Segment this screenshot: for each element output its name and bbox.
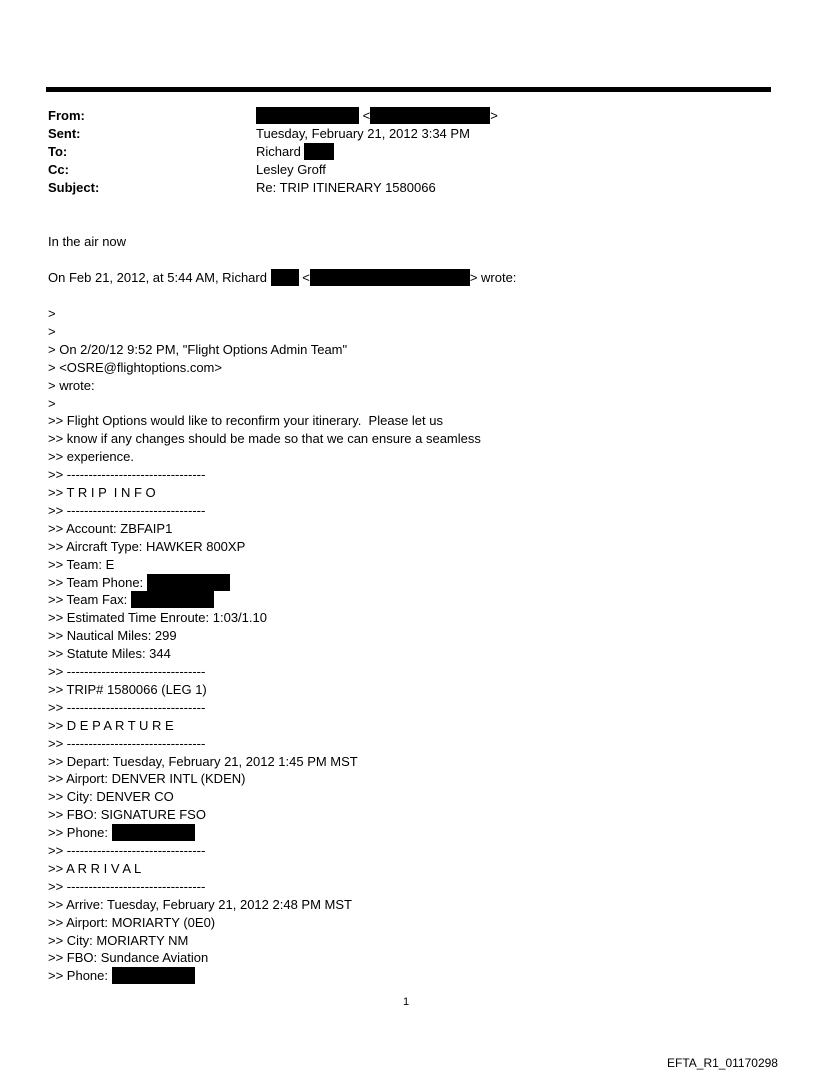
angle-close: > <box>490 108 498 123</box>
redaction-box <box>271 269 299 286</box>
cc-value: Lesley Groff <box>256 162 326 177</box>
subject-label: Subject: <box>48 180 100 195</box>
quoted-line <box>48 842 205 860</box>
quoted-line-text: >> FBO: Sundance Aviation <box>48 950 209 966</box>
on-suffix: > wrote: <box>469 270 517 285</box>
quoted-line-text: >> Depart: Tuesday, February 21, 2012 1:45 PM MST <box>48 753 358 769</box>
redaction-box <box>112 824 195 841</box>
quoted-line-text: >> -------------------------------- <box>48 699 206 715</box>
quoted-line-text: >> Account: ZBFAIP1 <box>48 520 173 536</box>
quoted-line <box>48 699 205 717</box>
quoted-line-text: >> City: DENVER CO <box>48 789 174 805</box>
quoted-line-text: >> Estimated Time Enroute: 1:03/1.10 <box>48 610 267 626</box>
quoted-line <box>48 967 195 985</box>
quoted-line <box>48 538 245 556</box>
quoted-line-text: >> TRIP# 1580066 (LEG 1) <box>48 681 207 697</box>
quoted-line <box>48 860 141 878</box>
quoted-line <box>48 896 352 914</box>
quoted-line <box>48 466 205 484</box>
quoted-line-text: >> Nautical Miles: 299 <box>48 628 177 644</box>
quoted-line <box>48 556 114 574</box>
to-value <box>256 143 334 161</box>
redaction-box <box>147 574 230 591</box>
quoted-line-text: > wrote: <box>48 377 95 393</box>
quoted-line-text: >> Flight Options would like to reconfirm your itinerary. Please let us <box>48 413 443 429</box>
quoted-line-text: > <box>48 323 56 339</box>
quoted-line-text: >> -------------------------------- <box>48 502 206 518</box>
body-line-air: In the air now <box>48 234 127 249</box>
to-name: Richard <box>256 144 301 159</box>
quoted-line <box>48 574 230 592</box>
quoted-line <box>48 502 205 520</box>
quoted-line <box>48 717 174 735</box>
to-label: To: <box>48 144 68 159</box>
quoted-line <box>48 359 222 377</box>
quoted-line-text: >> Team Phone: <box>48 574 144 590</box>
quoted-line <box>48 484 156 502</box>
quoted-line <box>48 681 207 699</box>
quoted-line <box>48 341 347 359</box>
quoted-line-text: >> know if any changes should be made so that we can ensure a seamless <box>48 431 481 447</box>
redaction-box <box>256 107 359 124</box>
quoted-line <box>48 591 214 609</box>
quoted-line-text: >> Statute Miles: 344 <box>48 646 171 662</box>
body-line-on-wrote <box>48 269 516 287</box>
quoted-line <box>48 806 206 824</box>
quoted-line <box>48 932 188 950</box>
redaction-box <box>131 591 214 608</box>
quoted-line-text: >> -------------------------------- <box>48 467 206 483</box>
quoted-line <box>48 824 195 842</box>
from-value <box>256 107 498 125</box>
quoted-line <box>48 770 245 788</box>
quoted-line <box>48 323 56 341</box>
quoted-line-text: >> Aircraft Type: HAWKER 800XP <box>48 538 246 554</box>
quoted-line <box>48 448 134 466</box>
quoted-line <box>48 609 267 627</box>
redaction-box <box>310 269 470 286</box>
quoted-line-text: > On 2/20/12 9:52 PM, "Flight Options Admin Team" <box>48 341 348 357</box>
sent-label: Sent: <box>48 126 81 141</box>
quoted-line <box>48 412 443 430</box>
quoted-line-text: >> experience. <box>48 449 135 465</box>
quoted-line <box>48 520 172 538</box>
quoted-line <box>48 377 95 395</box>
quoted-line-text: >> Phone: <box>48 825 108 841</box>
quoted-line <box>48 627 177 645</box>
quoted-line-text: >> Team: E <box>48 556 115 572</box>
quoted-line-text: >> T R I P I N F O <box>48 485 156 500</box>
quoted-line <box>48 949 208 967</box>
quoted-line-text: >> Airport: DENVER INTL (KDEN) <box>48 771 246 787</box>
document-id: EFTA_R1_01170298 <box>667 1056 778 1070</box>
quoted-line <box>48 914 215 932</box>
quoted-line-text: >> A R R I V A L <box>48 860 142 876</box>
quoted-line <box>48 305 56 323</box>
redaction-box <box>112 967 195 984</box>
from-label: From: <box>48 108 85 123</box>
quoted-line <box>48 430 481 448</box>
quoted-line-text: >> D E P A R T U R E <box>48 717 174 733</box>
subject-value: Re: TRIP ITINERARY 1580066 <box>256 180 436 195</box>
quoted-line-text: > <box>48 395 56 411</box>
quoted-line-text: >> -------------------------------- <box>48 664 206 679</box>
page-number: 1 <box>403 996 410 1008</box>
quoted-line <box>48 395 56 413</box>
redaction-box <box>304 143 334 160</box>
quoted-line-text: >> Airport: MORIARTY (0E0) <box>48 914 216 930</box>
quoted-line <box>48 753 358 771</box>
quoted-line-text: >> Team Fax: <box>48 592 128 608</box>
quoted-line-text: >> Arrive: Tuesday, February 21, 2012 2:48 PM MST <box>48 896 352 912</box>
quoted-line <box>48 788 174 806</box>
cc-label: Cc: <box>48 162 69 177</box>
angle-open: < <box>362 108 371 123</box>
quoted-line <box>48 878 205 896</box>
redaction-box <box>370 107 490 124</box>
sent-value: Tuesday, February 21, 2012 3:34 PM <box>256 126 470 141</box>
quoted-line <box>48 663 205 681</box>
quoted-line <box>48 735 205 753</box>
quoted-line-text: >> -------------------------------- <box>48 878 206 894</box>
on-angle-open: < <box>302 270 310 285</box>
quoted-line-text: >> FBO: SIGNATURE FSO <box>48 807 206 823</box>
quoted-line-text: > <OSRE@flightoptions.com> <box>48 359 222 375</box>
quoted-line-text: >> -------------------------------- <box>48 735 206 751</box>
quoted-line-text: >> City: MORIARTY NM <box>48 932 189 948</box>
quoted-line-text: >> Phone: <box>48 968 108 984</box>
quoted-line-text: > <box>48 306 56 321</box>
quoted-line <box>48 645 171 663</box>
on-prefix: On Feb 21, 2012, at 5:44 AM, Richard <box>48 270 267 285</box>
header-rule <box>46 87 771 92</box>
quoted-line-text: >> -------------------------------- <box>48 843 206 858</box>
